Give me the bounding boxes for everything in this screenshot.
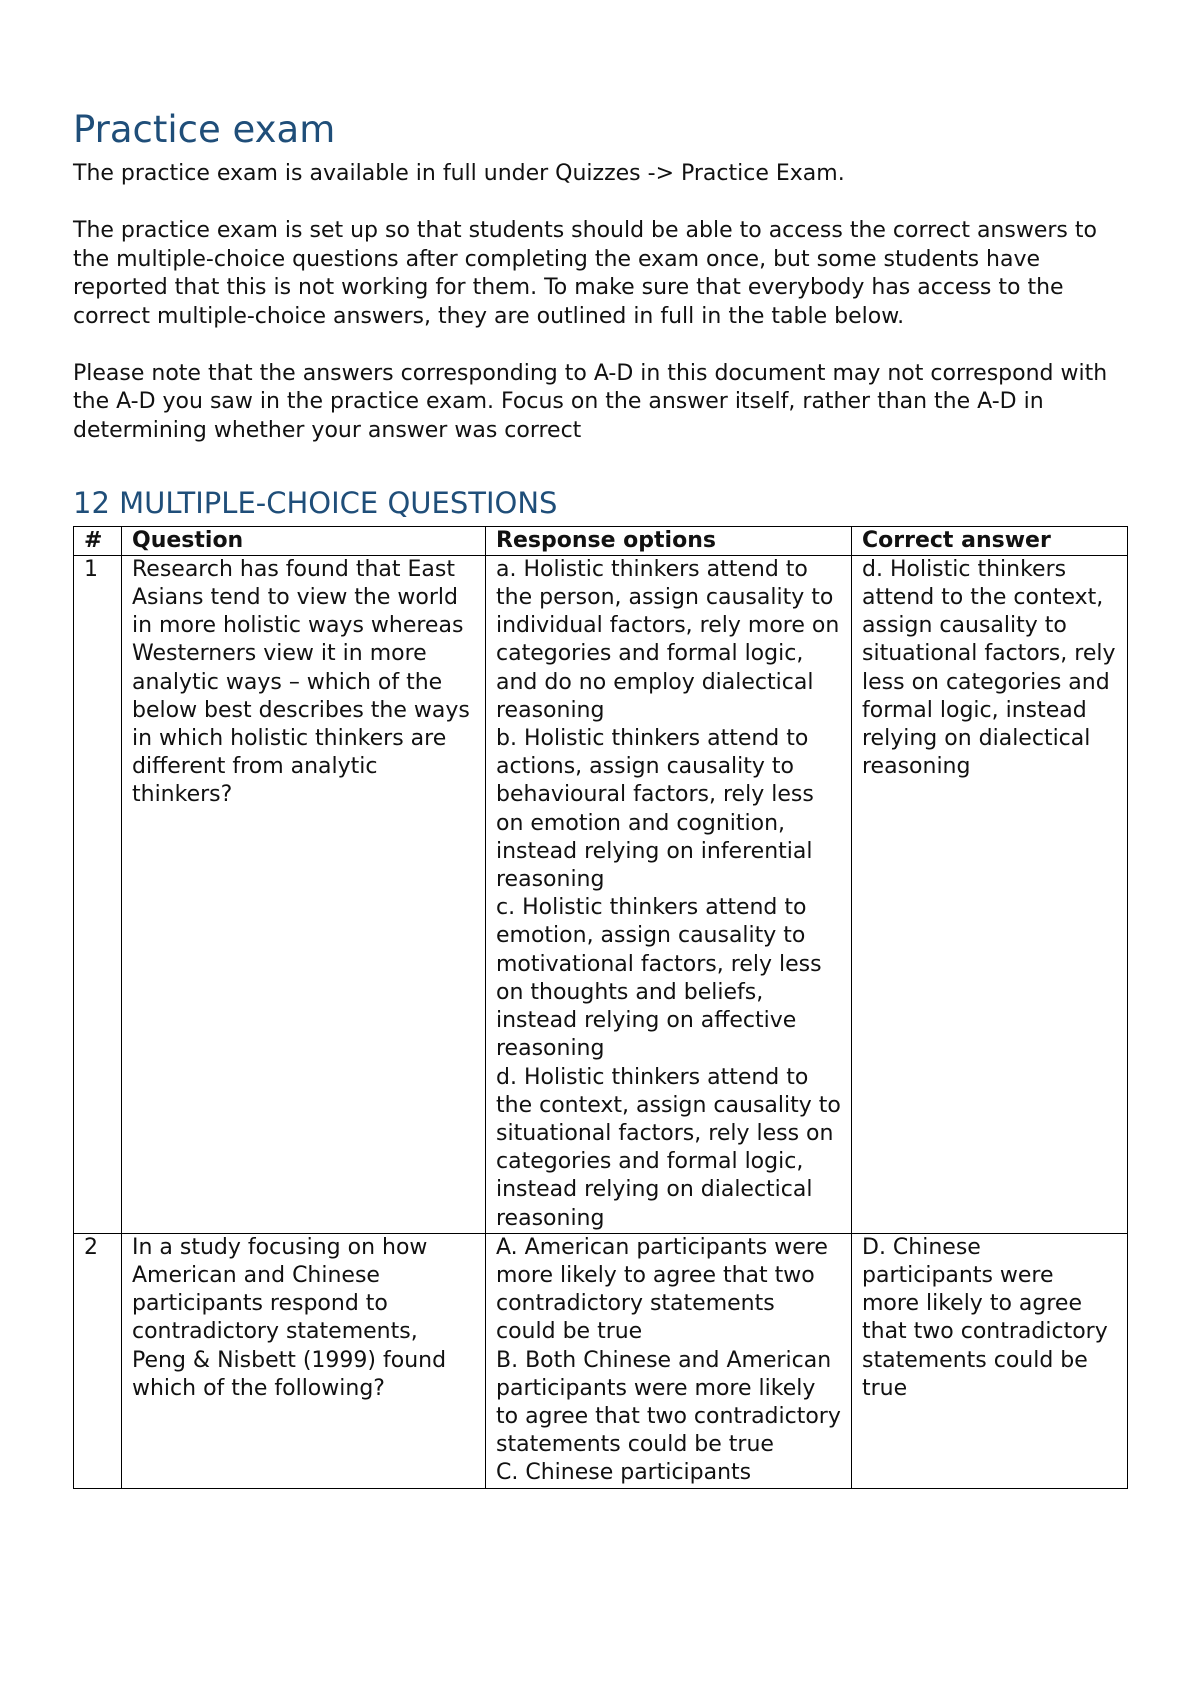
intro-paragraph: The practice exam is available in full under Quizzes -> Practice Exam. xyxy=(73,161,845,187)
row-number: 2 xyxy=(74,1233,122,1488)
header-question: Question xyxy=(122,526,486,555)
spacer xyxy=(73,189,1127,218)
table-row xyxy=(74,555,1128,1233)
document-page xyxy=(73,108,1127,1489)
table-row xyxy=(74,1233,1128,1488)
response-option: a. Holistic thinkers attend to the person, assign causality to individual factors, rely more on categories and formal logic, and do no employ dialectical reasoning xyxy=(496,556,840,723)
table-header-row xyxy=(74,526,1128,555)
row-response-options xyxy=(486,555,852,1233)
section-heading: 12 MULTIPLE-CHOICE QUESTIONS xyxy=(73,486,558,521)
row-response-options xyxy=(486,1233,852,1488)
row-question: Research has found that East Asians tend to view the world in more holistic ways whereas Westerners view it in more analytic ways – which of the below best describes the ways in which holistic thinkers are different from analytic thinkers? xyxy=(122,555,486,1233)
response-option: C. Chinese participants xyxy=(496,1460,752,1486)
answers-table xyxy=(73,526,1128,1489)
row-correct-answer: d. Holistic thinkers attend to the context, assign causality to situational factors, rely less on categories and formal logic, instead relying on dialectical reasoning xyxy=(852,555,1128,1233)
header-correct-answer: Correct answer xyxy=(852,526,1128,555)
response-option: A. American participants were more likely to agree that two contradictory statements could be true xyxy=(496,1234,828,1345)
response-option: d. Holistic thinkers attend to the context, assign causality to situational factors, rely less on categories and formal logic, instead relying on dialectical reasoning xyxy=(496,1064,841,1231)
response-option: b. Holistic thinkers attend to actions, assign causality to behavioural factors, rely less on emotion and cognition, instead relying on inferential reasoning xyxy=(496,726,814,893)
response-option: B. Both Chinese and American participants were more likely to agree that two contradictory statements could be true xyxy=(496,1347,841,1458)
row-question: In a study focusing on how American and Chinese participants respond to contradictory statements, Peng & Nisbett (1999) found which of the following? xyxy=(122,1233,486,1488)
document-title: Practice exam xyxy=(73,108,336,151)
spacer xyxy=(73,331,1127,360)
response-option: c. Holistic thinkers attend to emotion, assign causality to motivational factors, rely less on thoughts and beliefs, instead relying on affective reasoning xyxy=(496,895,822,1062)
row-correct-answer: D. Chinese participants were more likely to agree that two contradictory statements could be true xyxy=(852,1233,1128,1488)
row-number: 1 xyxy=(74,555,122,1233)
header-response-options: Response options xyxy=(486,526,852,555)
access-note-paragraph: The practice exam is set up so that students should be able to access the correct answers to the multiple-choice questions after completing the exam once, but some students have reported that this is not working for them. To make sure that everybody has access to the correct multiple-choice answers, they are outlined in full in the table below. xyxy=(73,218,1097,329)
lettering-note-paragraph: Please note that the answers corresponding to A-D in this document may not correspond with the A-D you saw in the practice exam. Focus on the answer itself, rather than the A-D in determining whether your answer was correct xyxy=(73,360,1108,443)
header-number: # xyxy=(74,526,122,555)
